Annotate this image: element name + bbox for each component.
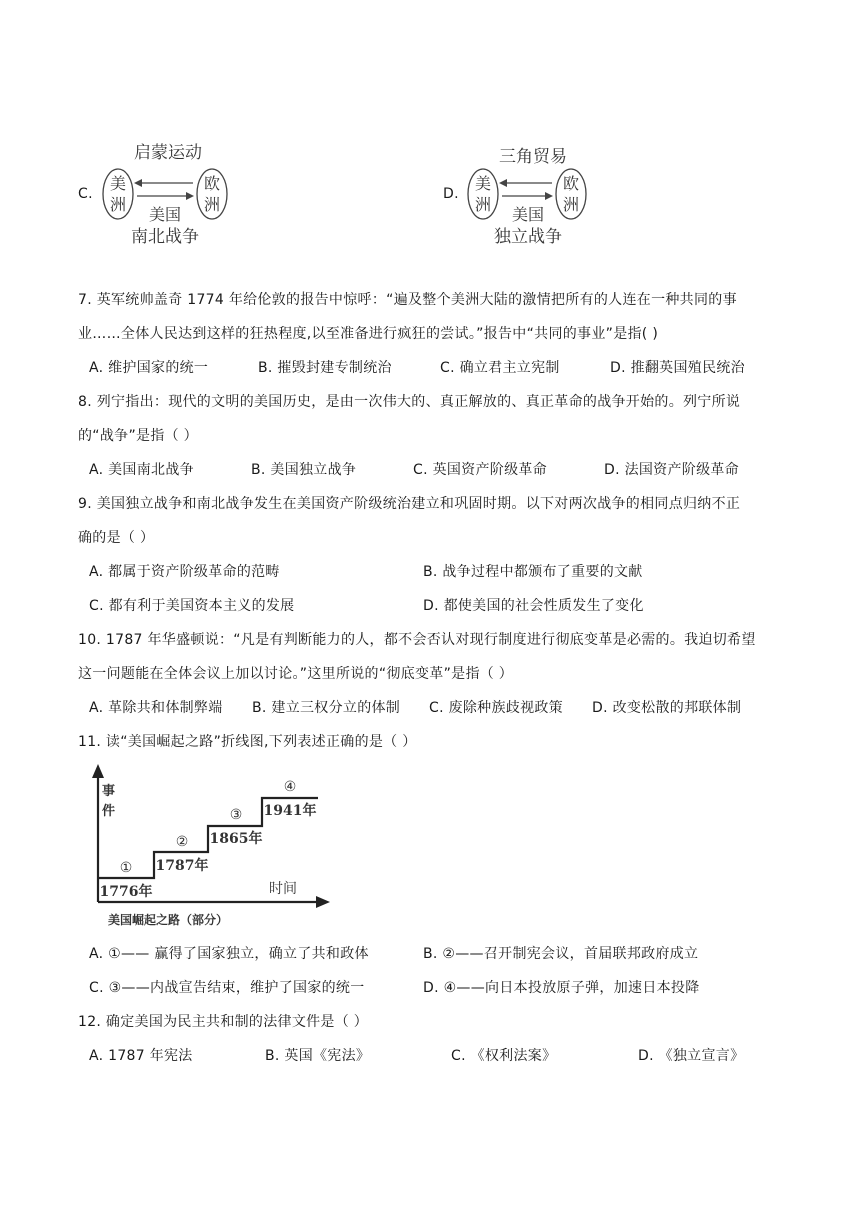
diagram-d-right-2: 洲: [562, 195, 580, 214]
q11-option-a[interactable]: A. ①—— 赢得了国家独立，确立了共和政体: [89, 946, 369, 962]
q10-option-b[interactable]: B. 建立三权分立的体制: [252, 700, 401, 716]
diagram-d-top-label: 三角贸易: [499, 147, 567, 167]
chart-y-arrow: [92, 764, 104, 778]
chart-step-marker-2: ②: [175, 834, 189, 850]
diagram-c-top-label: 启蒙运动: [134, 143, 202, 163]
q12-option-b[interactable]: B. 英国《宪法》: [265, 1048, 371, 1064]
q8-stem-line2: 的“战争”是指（ ）: [78, 428, 198, 444]
diagram-d-right-1: 欧: [562, 174, 580, 193]
diagram-d-mid-label: 美国: [511, 205, 545, 224]
q7-stem-line2: 业……全体人民达到这样的狂热程度,以至准备进行疯狂的尝试。”报告中“共同的事业”是指( ): [78, 326, 659, 342]
chart-step-year-2: 1787年: [155, 858, 209, 874]
q12-option-a[interactable]: A. 1787 年宪法: [89, 1048, 193, 1064]
q8-option-a[interactable]: A. 美国南北战争: [89, 462, 194, 478]
q7-option-a[interactable]: A. 维护国家的统一: [89, 360, 209, 376]
q10-option-c[interactable]: C. 废除种族歧视政策: [429, 700, 563, 716]
q11-option-c[interactable]: C. ③——内战宣告结束，维护了国家的统一: [89, 980, 365, 996]
q8-option-c[interactable]: C. 英国资产阶级革命: [413, 462, 547, 478]
q6-option-c-diagram: [100, 138, 235, 250]
q8-option-b[interactable]: B. 美国独立战争: [251, 462, 357, 478]
chart-step-marker-1: ①: [119, 860, 133, 876]
diagram-c-left-1: 美: [109, 174, 127, 193]
q10-option-d[interactable]: D. 改变松散的邦联体制: [592, 700, 742, 716]
diagram-d-left-2: 洲: [474, 195, 492, 214]
q12-option-d[interactable]: D. 《独立宣言》: [638, 1048, 745, 1064]
q8-stem-line1: 8. 列宁指出：现代的文明的美国历史，是由一次伟大的、真正解放的、真正革命的战争开始的。列宁所说: [78, 394, 741, 410]
chart-step-marker-3: ③: [229, 807, 243, 823]
q11-option-d[interactable]: D. ④——向日本投放原子弹，加速日本投降: [423, 980, 700, 996]
q9-option-d[interactable]: D. 都使美国的社会性质发生了变化: [423, 598, 644, 614]
chart-x-arrow: [316, 896, 330, 908]
diagram-d-left-1: 美: [474, 174, 492, 193]
q11-stem: 11. 读“美国崛起之路”折线图,下列表述正确的是（ ）: [78, 734, 417, 750]
q7-option-d[interactable]: D. 推翻英国殖民统治: [610, 360, 745, 376]
chart-x-label: 时间: [269, 881, 297, 897]
chart-y-label-2: 件: [102, 804, 116, 819]
q9-option-a[interactable]: A. 都属于资产阶级革命的范畴: [89, 564, 280, 580]
q9-stem-line1: 9. 美国独立战争和南北战争发生在美国资产阶级统治建立和巩固时期。以下对两次战争的相同点归纳不正: [78, 496, 741, 512]
q10-stem-line2: 这一问题能在全体会议上加以讨论。”这里所说的“彻底变革”是指（ ）: [78, 666, 514, 682]
q6-option-d-diagram: [465, 138, 600, 250]
q6-option-d-letter: D.: [443, 186, 459, 202]
q9-option-b[interactable]: B. 战争过程中都颁布了重要的文献: [423, 564, 643, 580]
chart-step-year-3: 1865年: [209, 831, 263, 847]
diagram-c-right-1: 欧: [203, 174, 221, 193]
q9-option-c[interactable]: C. 都有利于美国资本主义的发展: [89, 598, 295, 614]
q8-option-d[interactable]: D. 法国资产阶级革命: [604, 462, 739, 478]
q12-option-c[interactable]: C. 《权利法案》: [451, 1048, 557, 1064]
q7-stem-line1: 7. 英军统帅盖奇 1774 年给伦敦的报告中惊呼：“遍及整个美洲大陆的激情把所有的人连在一种共同的事: [78, 292, 737, 308]
chart-y-label-1: 事: [102, 784, 116, 799]
q10-option-a[interactable]: A. 革除共和体制弊端: [89, 700, 223, 716]
diagram-c-left-2: 洲: [109, 195, 127, 214]
diagram-c-bottom-label: 南北战争: [131, 227, 199, 247]
diagram-d-bottom-label: 独立战争: [494, 227, 562, 247]
diagram-c-mid-label: 美国: [148, 205, 182, 224]
q12-stem: 12. 确定美国为民主共和制的法律文件是（ ）: [78, 1014, 369, 1030]
q7-option-c[interactable]: C. 确立君主立宪制: [440, 360, 560, 376]
chart-step-marker-4: ④: [283, 779, 297, 795]
q7-option-b[interactable]: B. 摧毁封建专制统治: [258, 360, 392, 376]
diagram-c-right-2: 洲: [203, 195, 221, 214]
chart-step-year-4: 1941年: [263, 803, 317, 819]
q10-stem-line1: 10. 1787 年华盛顿说：“凡是有判断能力的人，都不会否认对现行制度进行彻底变革是必需的。我迫切希望: [78, 632, 756, 648]
q6-option-c-letter: C.: [78, 186, 93, 202]
q11-option-b[interactable]: B. ②——召开制宪会议，首届联邦政府成立: [423, 946, 699, 962]
chart-caption: 美国崛起之路（部分）: [108, 913, 229, 927]
q9-stem-line2: 确的是（ ）: [78, 530, 155, 546]
chart-step-year-1: 1776年: [99, 884, 153, 900]
q11-rise-chart: [86, 762, 346, 934]
